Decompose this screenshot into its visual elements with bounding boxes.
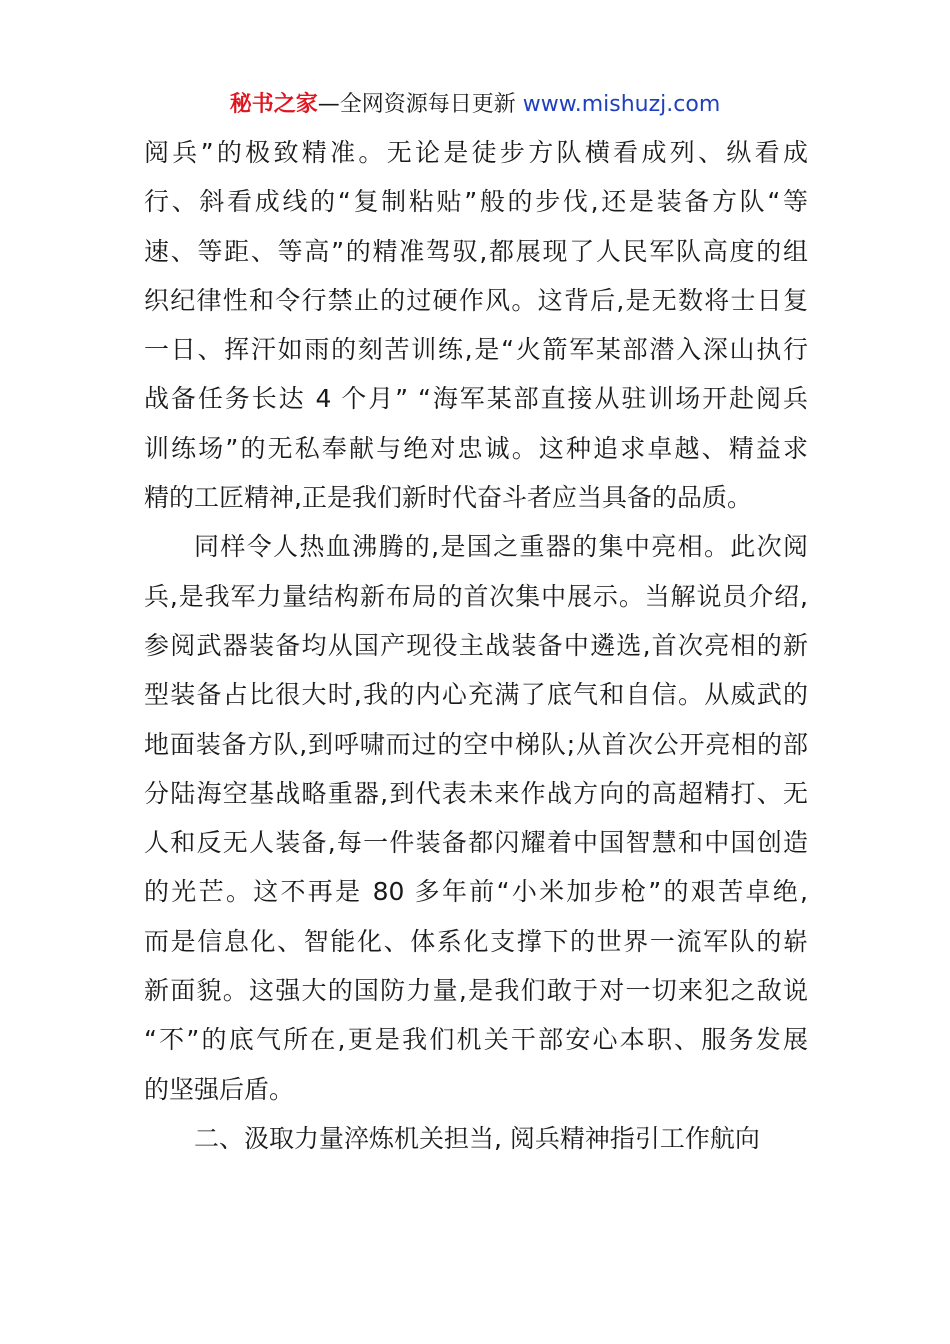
paragraph-line: 速、等距、等高”的精准驾驭,都展现了人民军队高度的组	[144, 236, 808, 266]
header-brand: 秘书之家	[229, 92, 318, 117]
paragraph-line: 而是信息化、智能化、体系化支撑下的世界一流军队的崭	[144, 926, 808, 956]
paragraph-line: 新面貌。这强大的国防力量,是我们敢于对一切来犯之敌说	[144, 976, 808, 1006]
paragraph-line: 分陆海空基战略重器,到代表未来作战方向的高超精打、无	[144, 778, 808, 808]
paragraph-line: 一日、挥汗如雨的刻苦训练,是“火箭军某部潜入深山执行	[144, 335, 808, 365]
paragraph-line: 参阅武器装备均从国产现役主战装备中遴选,首次亮相的新	[144, 630, 808, 660]
paragraph-line: 的光芒。这不再是 80 多年前“小米加步枪”的艰苦卓绝,	[144, 877, 808, 907]
header-tagline: —全网资源每日更新	[317, 92, 516, 117]
paragraph-line: 同样令人热血沸腾的,是国之重器的集中亮相。此次阅	[194, 532, 808, 562]
paragraph-line: “不”的底气所在,更是我们机关干部安心本职、服务发展	[144, 1025, 808, 1055]
paragraph-line: 织纪律性和令行禁止的过硬作风。这背后,是无数将士日复	[144, 285, 808, 315]
paragraph-line: 的坚强后盾。	[144, 1074, 295, 1104]
paragraph-line: 兵,是我军力量结构新布局的首次集中展示。当解说员介绍,	[144, 581, 808, 611]
document-body	[144, 128, 808, 1163]
paragraph-line: 训练场”的无私奉献与绝对忠诚。这种追求卓越、精益求	[144, 433, 808, 463]
paragraph-line: 地面装备方队,到呼啸而过的空中梯队;从首次公开亮相的部	[144, 729, 808, 759]
paragraph-line: 型装备占比很大时,我的内心充满了底气和自信。从威武的	[144, 680, 808, 710]
paragraph-line: 人和反无人装备,每一件装备都闪耀着中国智慧和中国创造	[144, 828, 808, 858]
page-header	[0, 90, 950, 120]
section-heading: 二、汲取力量淬炼机关担当, 阅兵精神指引工作航向	[194, 1123, 760, 1153]
header-url-link[interactable]: www.mishuzj.com	[522, 92, 721, 117]
paragraph-line: 战备任务长达 4 个月” “海军某部直接从驻训场开赴阅兵	[144, 384, 808, 414]
paragraph-line: 精的工匠精神,正是我们新时代奋斗者应当具备的品质。	[144, 483, 752, 513]
paragraph-line: 行、斜看成线的“复制粘贴”般的步伐,还是装备方队“等	[144, 187, 808, 217]
paragraph-line: 阅兵”的极致精准。无论是徒步方队横看成列、纵看成	[144, 138, 808, 167]
